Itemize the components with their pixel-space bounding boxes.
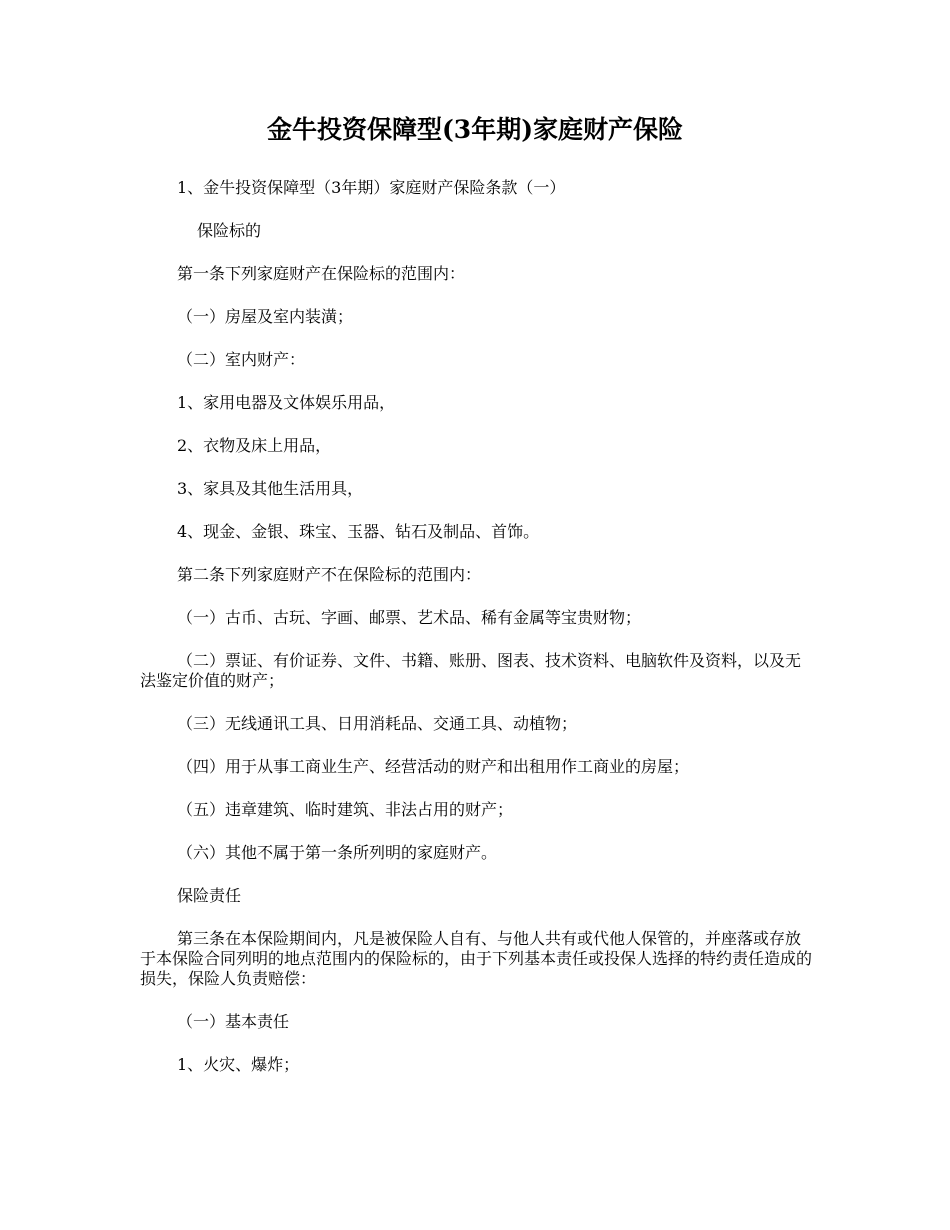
list-item: （一）基本责任 <box>177 1012 290 1031</box>
section-heading-liability: 保险责任 <box>177 886 242 905</box>
list-item: （一）古币、古玩、字画、邮票、艺术品、稀有金属等宝贵财物； <box>177 608 642 627</box>
document-title: 金牛投资保障型(3年期)家庭财产保险 <box>266 115 684 144</box>
list-item: （二）票证、有价证券、文件、书籍、账册、图表、技术资料、电脑软件及资料，以及无法鉴定价值的财产； <box>140 651 802 690</box>
list-item: （四）用于从事工商业生产、经营活动的财产和出租用作工商业的房屋； <box>177 757 690 776</box>
list-item: （三）无线通讯工具、日用消耗品、交通工具、动植物； <box>177 714 578 733</box>
list-item: 1、火灾、爆炸； <box>177 1055 300 1074</box>
list-item: 4、现金、金银、珠宝、玉器、钻石及制品、首饰。 <box>177 522 540 541</box>
section-heading-insured-subject: 保险标的 <box>197 221 262 240</box>
list-item: （五）违章建筑、临时建筑、非法占用的财产； <box>177 800 514 819</box>
list-item: （六）其他不属于第一条所列明的家庭财产。 <box>177 843 498 862</box>
list-item: （一）房屋及室内装潢； <box>177 307 354 326</box>
document-body <box>140 178 812 1098</box>
paragraph-article-1: 第一条下列家庭财产在保险标的范围内： <box>177 264 466 283</box>
list-item: 2、衣物及床上用品， <box>177 436 332 455</box>
list-item: 3、家具及其他生活用具， <box>177 479 364 498</box>
paragraph-article-2: 第二条下列家庭财产不在保险标的范围内： <box>177 565 482 584</box>
list-item: （二）室内财产： <box>177 350 306 369</box>
paragraph-clause-heading: 1、金牛投资保障型（3年期）家庭财产保险条款（一） <box>177 178 566 197</box>
paragraph-article-3: 第三条在本保险期间内，凡是被保险人自有、与他人共有或代他人保管的，并座落或存放于本保险合同列明的地点范围内的保险标的，由于下列基本责任或投保人选择的特约责任造成的损失，保险人负责赔偿： <box>140 929 813 988</box>
list-item: 1、家用电器及文体娱乐用品， <box>177 393 396 412</box>
